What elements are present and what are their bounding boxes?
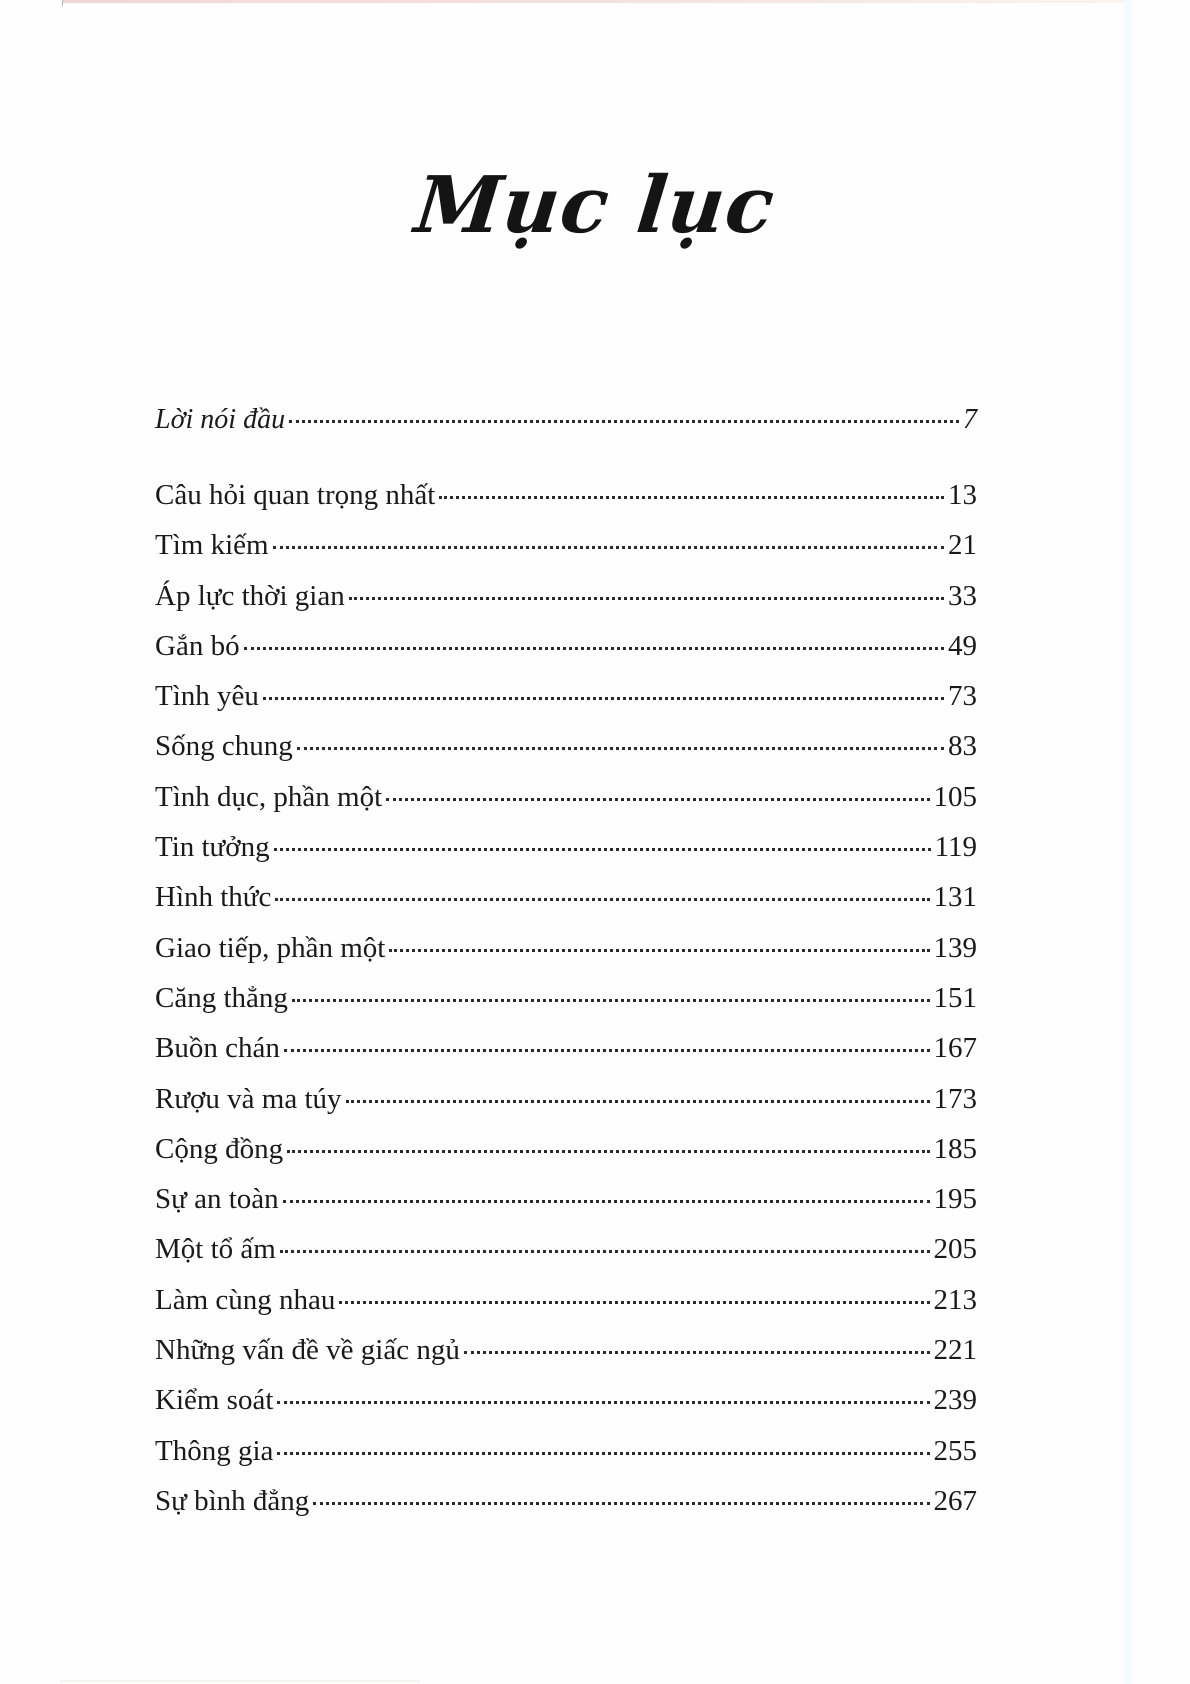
toc-entry[interactable] bbox=[155, 1426, 977, 1476]
toc-entry-page: 205 bbox=[933, 1233, 977, 1266]
toc-entry-label: Hình thức bbox=[155, 881, 272, 914]
toc-entry[interactable] bbox=[155, 470, 977, 520]
dot-leader bbox=[439, 496, 944, 499]
dot-leader bbox=[283, 1200, 930, 1203]
toc-entry-label: Căng thẳng bbox=[155, 981, 288, 1014]
toc-entry-label: Gắn bó bbox=[155, 629, 240, 662]
toc-entry-label: Buồn chán bbox=[155, 1032, 280, 1065]
toc-entry-label: Tình dục, phần một bbox=[155, 780, 383, 813]
dot-leader bbox=[292, 999, 930, 1002]
toc-entry-label: Tin tưởng bbox=[155, 831, 270, 864]
dot-leader bbox=[284, 1049, 930, 1052]
toc-entry-page: 167 bbox=[933, 1032, 977, 1065]
toc-entry-page: 49 bbox=[948, 629, 977, 662]
toc-entry-page: 173 bbox=[933, 1082, 977, 1115]
toc-entry-page: 239 bbox=[933, 1384, 977, 1417]
toc-entry[interactable] bbox=[155, 822, 977, 872]
toc-entry[interactable] bbox=[155, 621, 977, 671]
toc-entry-label: Áp lực thời gian bbox=[155, 579, 345, 612]
page-bottom-edge bbox=[60, 1680, 420, 1682]
toc-entry-page: 119 bbox=[934, 831, 977, 864]
toc-entry[interactable] bbox=[155, 671, 977, 721]
toc-entry-label: Câu hỏi quan trọng nhất bbox=[155, 479, 436, 511]
toc-entry[interactable] bbox=[155, 1074, 977, 1124]
toc-entry-page: 105 bbox=[933, 780, 977, 813]
toc-entry-page: 131 bbox=[933, 881, 977, 914]
toc-entries bbox=[155, 470, 977, 1526]
toc-entry-label: Sống chung bbox=[155, 730, 293, 763]
dot-leader bbox=[275, 898, 929, 901]
page-right-edge bbox=[1124, 0, 1132, 1684]
toc-entry-page: 13 bbox=[948, 479, 977, 511]
toc-entry-label: Tìm kiếm bbox=[155, 529, 269, 562]
toc-entry-page: 21 bbox=[948, 529, 977, 562]
toc-entry-label: Kiểm soát bbox=[155, 1384, 274, 1417]
toc-entry-page: 185 bbox=[933, 1132, 977, 1165]
page-title: Mục lục bbox=[410, 160, 780, 251]
toc-entry-page: 221 bbox=[933, 1334, 977, 1367]
toc-entry-preface[interactable] bbox=[155, 395, 977, 470]
dot-leader bbox=[244, 647, 944, 650]
dot-leader bbox=[464, 1351, 930, 1354]
dot-leader bbox=[277, 1452, 929, 1455]
toc-entry[interactable] bbox=[155, 571, 977, 621]
dot-leader bbox=[273, 546, 944, 549]
dot-leader bbox=[274, 848, 931, 851]
dot-leader bbox=[263, 697, 944, 700]
dot-leader bbox=[346, 1100, 930, 1103]
toc-entry[interactable] bbox=[155, 1325, 977, 1375]
toc-entry[interactable] bbox=[155, 872, 977, 922]
toc-entry-label: Tình yêu bbox=[155, 680, 259, 713]
dot-leader bbox=[349, 597, 944, 600]
toc-entry[interactable] bbox=[155, 772, 977, 822]
toc-entry[interactable] bbox=[155, 1023, 977, 1073]
toc-entry-label: Những vấn đề về giấc ngủ bbox=[155, 1334, 460, 1367]
toc-entry-label: Giao tiếp, phần một bbox=[155, 931, 386, 964]
dot-leader bbox=[389, 949, 929, 952]
toc-entry[interactable] bbox=[155, 1275, 977, 1325]
toc-entry-label: Sự bình đẳng bbox=[155, 1484, 310, 1517]
toc-entry-label: Lời nói đầu bbox=[155, 404, 286, 435]
toc-entry-page: 213 bbox=[933, 1283, 977, 1316]
toc-entry-page: 7 bbox=[963, 404, 977, 435]
dot-leader bbox=[289, 420, 959, 423]
dot-leader bbox=[287, 1150, 929, 1153]
page-top-edge bbox=[62, 0, 1132, 3]
dot-leader bbox=[280, 1250, 930, 1253]
toc-entry-page: 33 bbox=[948, 579, 977, 612]
dot-leader bbox=[277, 1401, 929, 1404]
toc-entry[interactable] bbox=[155, 1174, 977, 1224]
toc-entry-label: Rượu và ma túy bbox=[155, 1082, 342, 1115]
dot-leader bbox=[339, 1301, 929, 1304]
toc-entry-page: 195 bbox=[933, 1183, 977, 1216]
toc-entry[interactable] bbox=[155, 721, 977, 771]
dot-leader bbox=[297, 747, 944, 750]
toc-entry-page: 73 bbox=[948, 680, 977, 713]
dot-leader bbox=[313, 1502, 929, 1505]
toc-entry[interactable] bbox=[155, 520, 977, 570]
toc-entry[interactable] bbox=[155, 1375, 977, 1425]
toc-entry[interactable] bbox=[155, 923, 977, 973]
toc-entry-label: Làm cùng nhau bbox=[155, 1283, 336, 1316]
toc-entry[interactable] bbox=[155, 1224, 977, 1274]
toc-entry[interactable] bbox=[155, 1124, 977, 1174]
dot-leader bbox=[386, 798, 929, 801]
table-of-contents bbox=[155, 395, 977, 1526]
toc-entry[interactable] bbox=[155, 1476, 977, 1526]
toc-entry-label: Thông gia bbox=[155, 1434, 274, 1467]
page-corner-mark bbox=[62, 0, 63, 6]
toc-entry-page: 139 bbox=[933, 931, 977, 964]
toc-entry[interactable] bbox=[155, 973, 977, 1023]
toc-entry-label: Một tổ ấm bbox=[155, 1233, 276, 1266]
toc-entry-label: Sự an toàn bbox=[155, 1183, 279, 1216]
toc-entry-page: 255 bbox=[933, 1434, 977, 1467]
toc-entry-label: Cộng đồng bbox=[155, 1132, 284, 1165]
toc-entry-page: 267 bbox=[933, 1484, 977, 1517]
toc-entry-page: 83 bbox=[948, 730, 977, 763]
toc-entry-page: 151 bbox=[933, 981, 977, 1014]
